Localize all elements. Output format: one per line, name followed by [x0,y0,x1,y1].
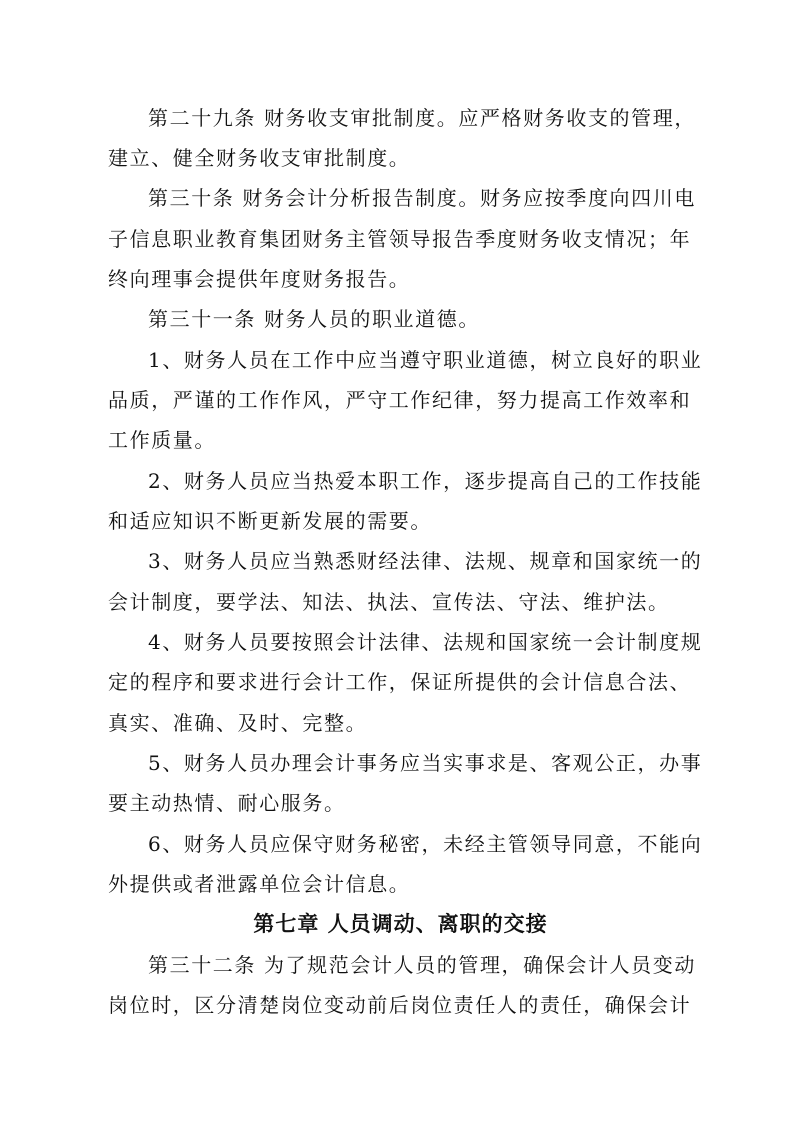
item-2-line-2: 和适应知识不断更新发展的需要。 [108,509,432,533]
article-29-line-2: 建立、健全财务收支审批制度。 [108,146,411,170]
article-31-heading: 第三十一条 财务人员的职业道德。 [148,307,480,331]
item-6-line-1: 6、财务人员应保守财务秘密，未经主管领导同意，不能向 [148,832,703,856]
chapter-7-heading: 第七章 人员调动、离职的交接 [253,912,548,936]
article-32-line-1: 第三十二条 为了规范会计人员的管理，确保会计人员变动 [148,953,696,977]
item-1-line-2: 品质，严谨的工作作风，严守工作纪律，努力提高工作效率和 [108,388,692,412]
item-3-line-2: 会计制度，要学法、知法、执法、宣传法、守法、维护法。 [108,590,670,614]
item-4-line-2: 定的程序和要求进行会计工作，保证所提供的会计信息合法、 [108,670,692,694]
item-3-line-1: 3、财务人员应当熟悉财经法律、法规、规章和国家统一的 [148,549,703,573]
item-2-line-1: 2、财务人员应当热爱本职工作，逐步提高自己的工作技能 [148,469,703,493]
article-29-line-1: 第二十九条 财务收支审批制度。应严格财务收支的管理， [148,106,696,130]
item-5-line-1: 5、财务人员办理会计事务应当实事求是、客观公正，办事 [148,751,703,775]
article-32-line-2: 岗位时，区分清楚岗位变动前后岗位责任人的责任，确保会计 [108,993,692,1017]
article-30-line-2: 子信息职业教育集团财务主管领导报告季度财务收支情况；年 [108,227,692,251]
item-1-line-3: 工作质量。 [108,428,216,452]
article-30-line-3: 终向理事会提供年度财务报告。 [108,267,411,291]
item-5-line-2: 要主动热情、耐心服务。 [108,791,346,815]
item-1-line-1: 1、财务人员在工作中应当遵守职业道德，树立良好的职业 [148,348,703,372]
article-30-line-1: 第三十条 财务会计分析报告制度。财务应按季度向四川电 [148,186,696,210]
item-6-line-2: 外提供或者泄露单位会计信息。 [108,872,411,896]
item-4-line-3: 真实、准确、及时、完整。 [108,711,368,735]
item-4-line-1: 4、财务人员要按照会计法律、法规和国家统一会计制度规 [148,630,703,654]
